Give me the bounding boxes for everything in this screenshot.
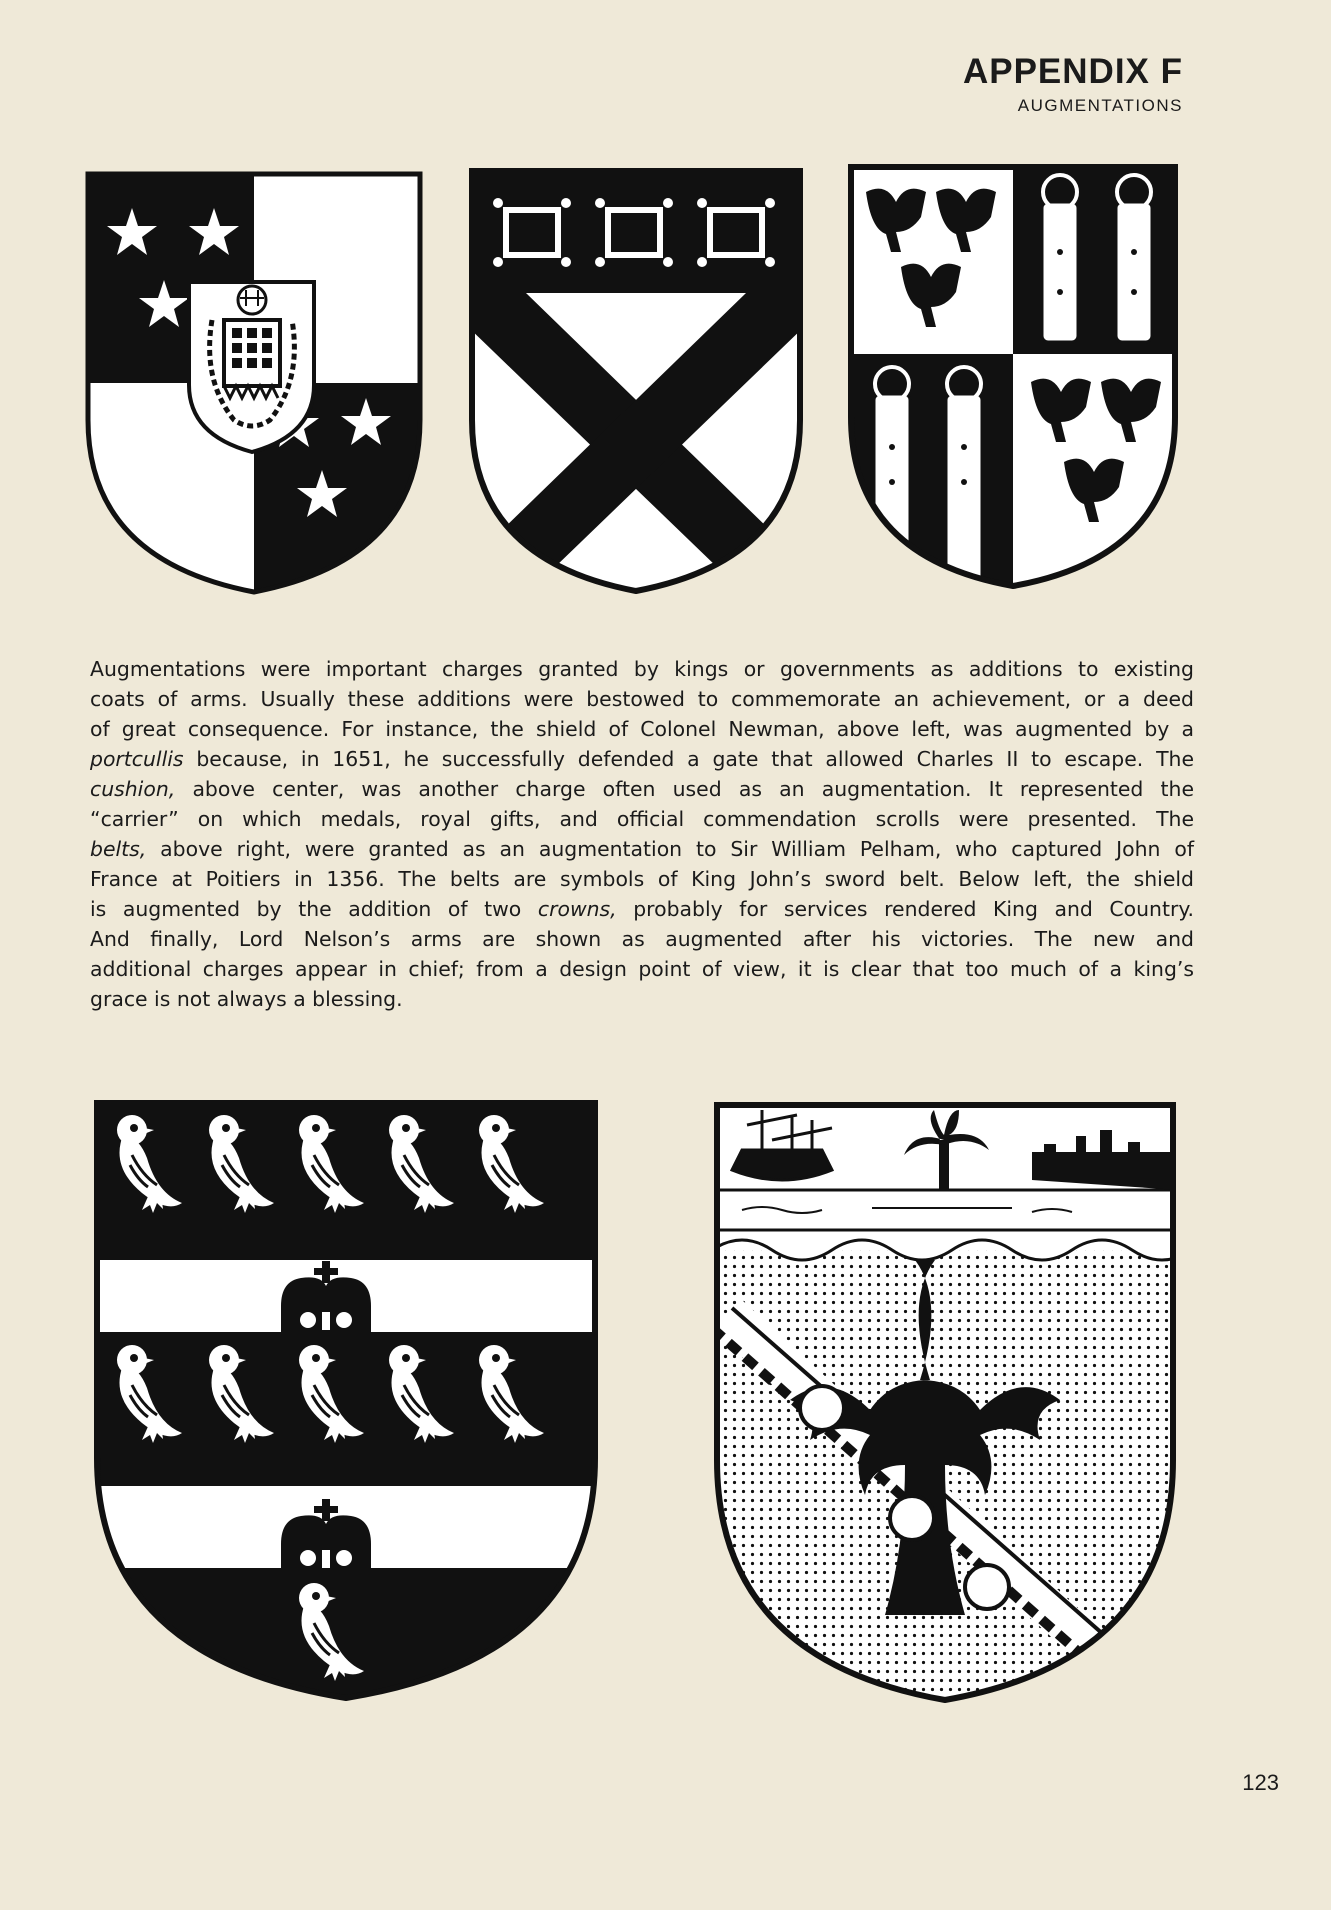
appendix-subtitle: AUGMENTATIONS — [1017, 96, 1183, 115]
body-line: coats of arms. Usually these additions were bestowed to commemorate an achievement, or a deed — [90, 687, 1194, 711]
page-number: 123 — [1242, 1770, 1279, 1795]
newman-shield — [84, 170, 424, 596]
body-line: of great consequence. For instance, the shield of Colonel Newman, above left, was augmented by a — [90, 717, 1194, 741]
cushion-shield — [466, 165, 806, 595]
body-line: France at Poitiers in 1356. The belts are symbols of King John’s sword belt. Below left, the shield — [90, 867, 1194, 891]
appendix-title: APPENDIX F — [962, 52, 1183, 91]
italic-term: belts, — [90, 837, 147, 861]
portcullis-escutcheon — [189, 282, 314, 452]
body-line: portcullis because, in 1651, he successfully defended a gate that allowed Charles II to escape. The — [90, 747, 1194, 771]
italic-term: cushion, — [90, 777, 176, 801]
body-line: is augmented by the addition of two crowns, probably for services rendered King and Country. — [90, 897, 1194, 921]
body-line: belts, above right, were granted as an augmentation to Sir William Pelham, who captured John of — [90, 837, 1194, 861]
body-line: grace is not always a blessing. — [90, 987, 403, 1011]
nelson-shield — [712, 1100, 1178, 1706]
body-line: “carrier” on which medals, royal gifts, and official commendation scrolls were presented. The — [90, 807, 1194, 831]
pelham-shield — [846, 162, 1180, 590]
body-line: Augmentations were important charges granted by kings or governments as additions to existing — [90, 657, 1194, 681]
italic-term: portcullis — [90, 747, 184, 771]
body-line: additional charges appear in chief; from a design point of view, it is clear that too much of a king’s — [90, 957, 1194, 981]
body-line: cushion, above center, was another charge often used as an augmentation. It represented the — [90, 777, 1195, 801]
page-header — [963, 52, 1183, 116]
crowns-shield — [92, 1098, 600, 1704]
italic-term: crowns, — [537, 897, 617, 921]
body-line: And finally, Lord Nelson’s arms are shown as augmented after his victories. The new and — [90, 927, 1194, 951]
body-paragraph — [90, 654, 1194, 1014]
